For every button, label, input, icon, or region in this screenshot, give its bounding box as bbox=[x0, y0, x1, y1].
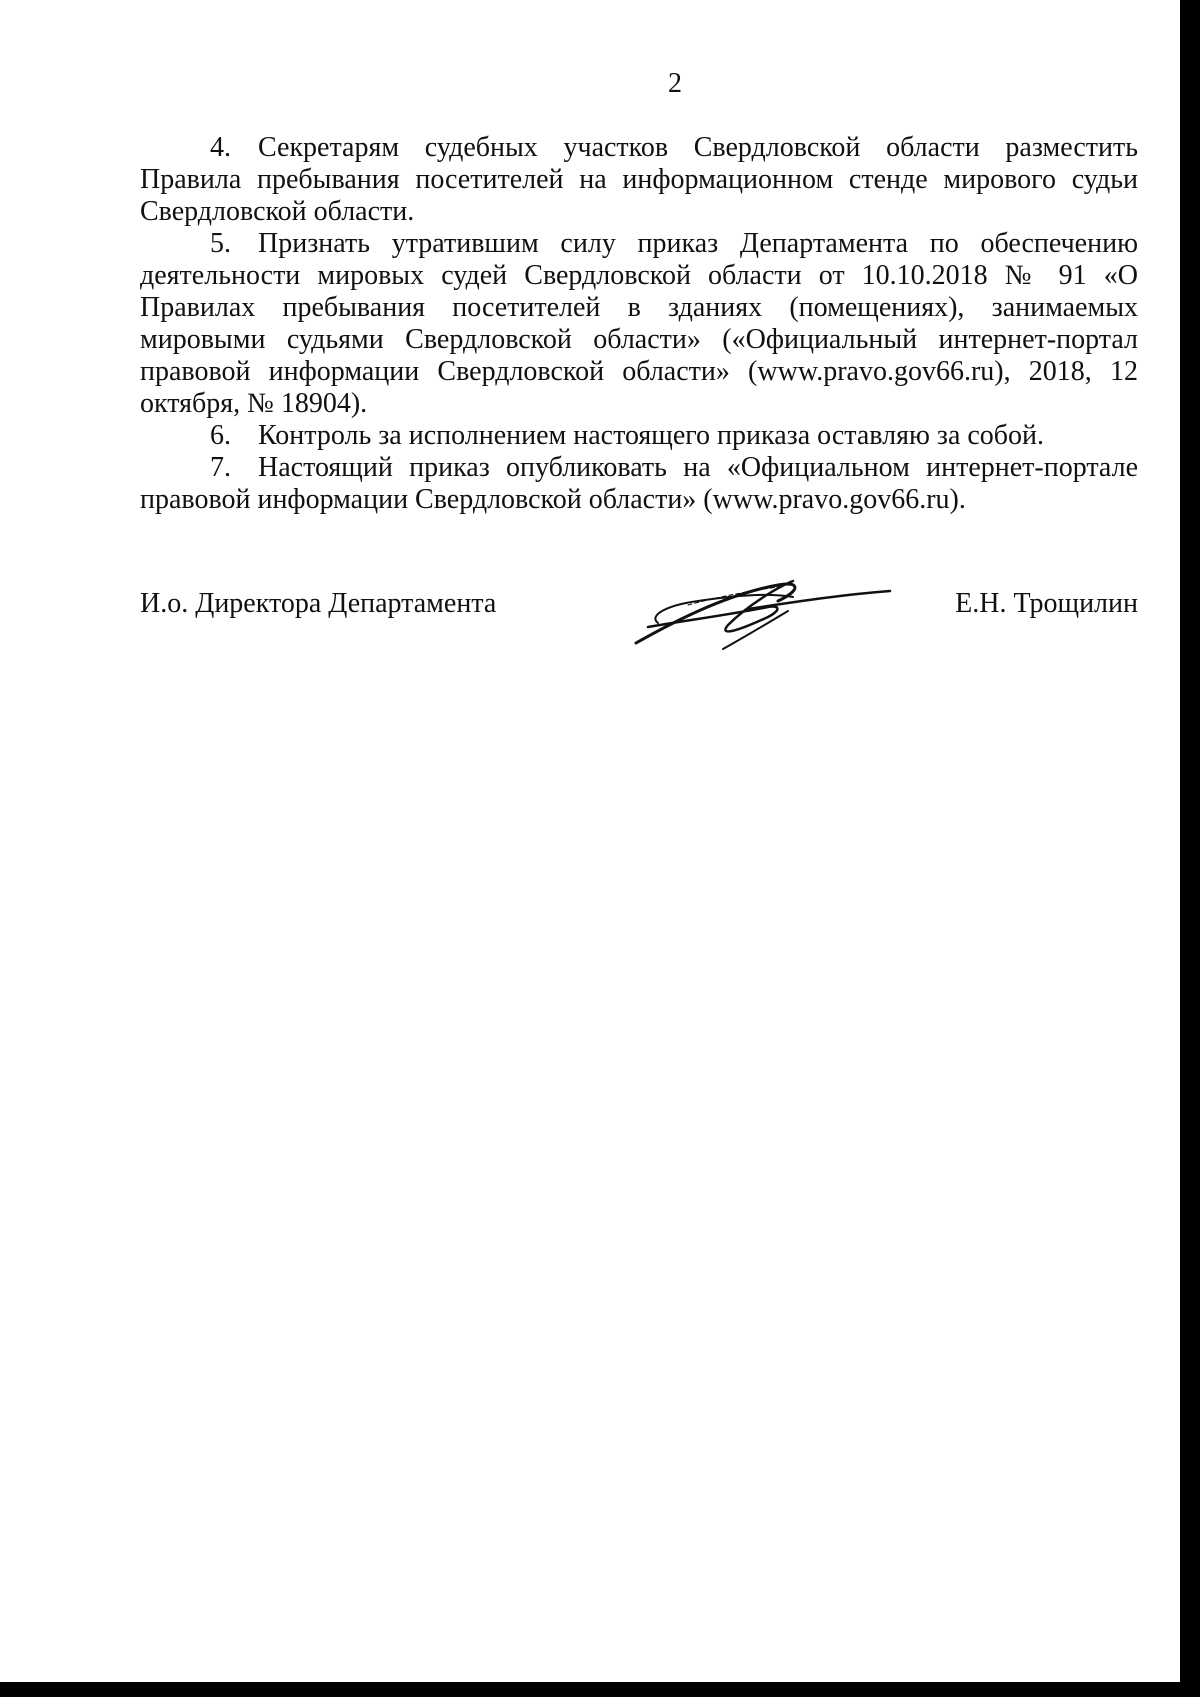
paragraph-6 bbox=[140, 420, 1138, 452]
page-number: 2 bbox=[668, 68, 682, 99]
paragraph-number: 7. bbox=[210, 452, 231, 483]
signatory-name: Е.Н. Трощилин bbox=[955, 588, 1138, 619]
paragraph-5 bbox=[140, 228, 1138, 420]
paragraph-number: 5. bbox=[210, 228, 231, 259]
paragraph-4 bbox=[140, 132, 1138, 228]
signatory-position: И.о. Директора Департамента bbox=[140, 588, 497, 619]
document-body bbox=[140, 132, 1138, 516]
handwritten-signature-icon bbox=[628, 565, 898, 655]
paragraph-number: 4. bbox=[210, 132, 231, 163]
paragraph-text: Настоящий приказ опубликовать на «Официальном интернет-портале правовой информации Свердловской области» (www.pravo.gov66.ru). bbox=[140, 452, 1138, 515]
paragraph-text: Признать утратившим силу приказ Департамента по обеспечению деятельности мировых судей Свердловской области от 10.10.2018 № 91 «О Правилах пребывания посетителей в зданиях (помещениях), занимаемых мировыми судьями Свердловской области» («Официальный интернет-портал правовой информации Свердловской области» (www.pravo.gov66.ru), 2018, 12 октября, № 18904). bbox=[140, 228, 1138, 419]
paragraph-number: 6. bbox=[210, 420, 231, 451]
paragraph-text: Контроль за исполнением настоящего приказа оставляю за собой. bbox=[258, 420, 1045, 451]
paragraph-7 bbox=[140, 452, 1138, 516]
paragraph-text: Секретарям судебных участков Свердловской области разместить Правила пребывания посетителей на информационном стенде мирового судьи Свердловской области. bbox=[140, 132, 1138, 227]
